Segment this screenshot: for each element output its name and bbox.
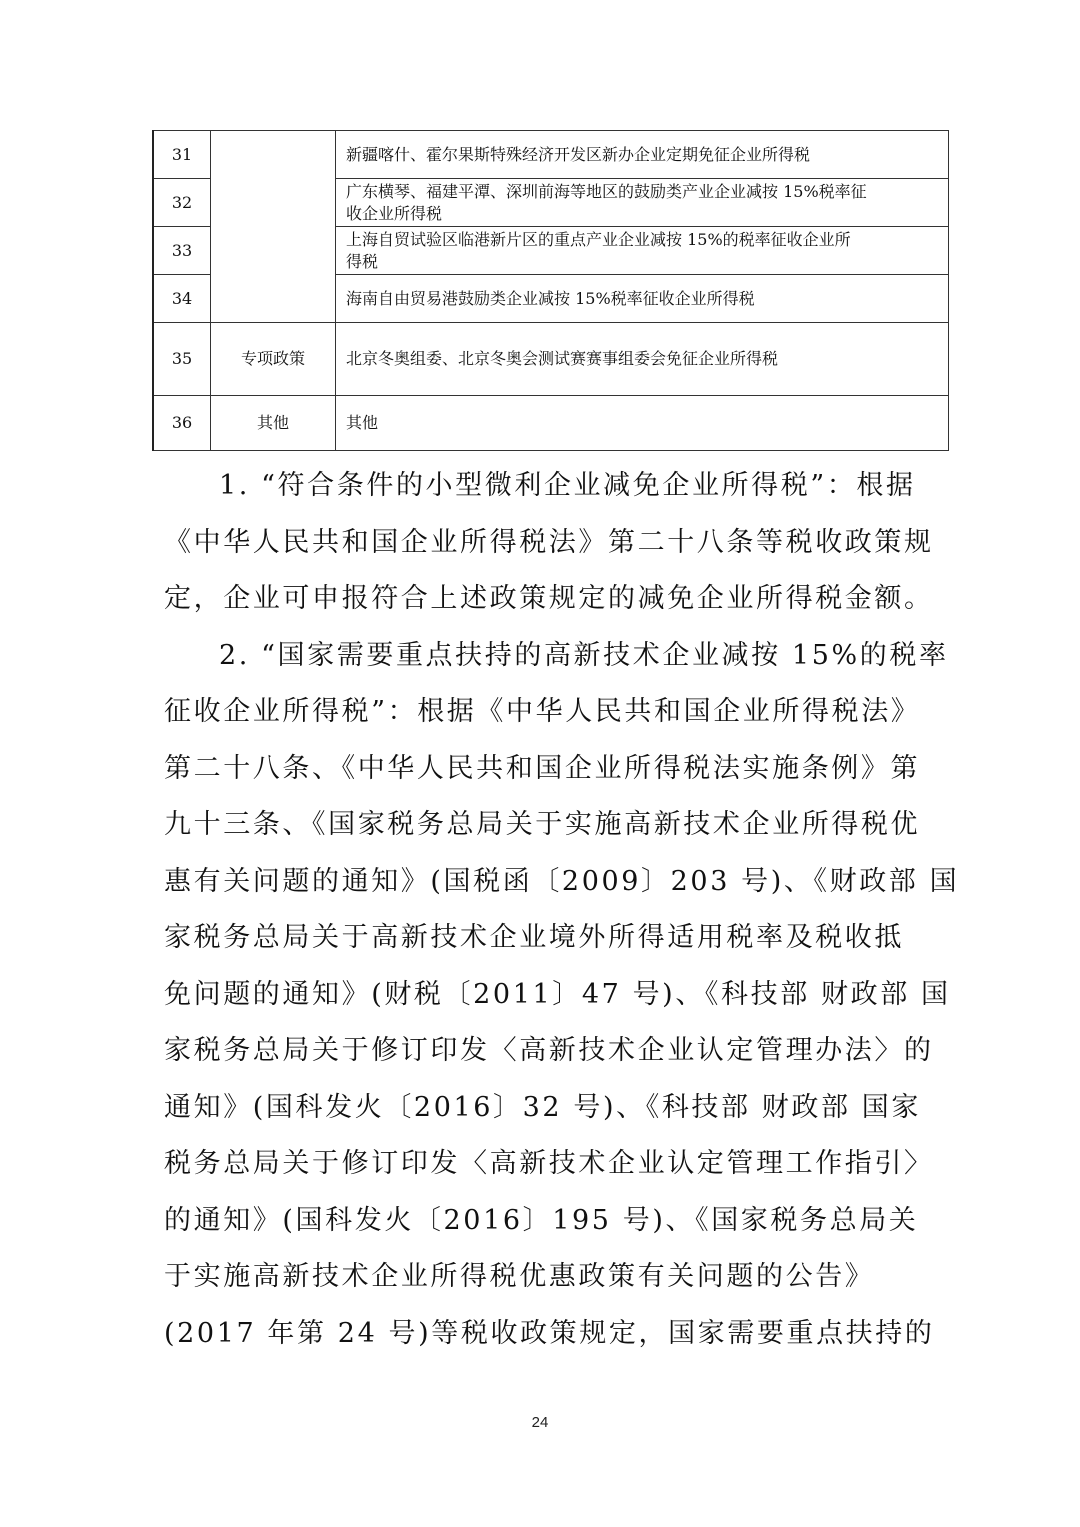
text-line: (2017 年第 24 号)等税收政策规定，国家需要重点扶持的 [164, 1317, 935, 1349]
text-line: 1. “符合条件的小型微利企业减免企业所得税”：根据 [219, 470, 916, 501]
text-line: 免问题的通知》(财税〔2011〕47 号)、《科技部 财政部 国 [164, 978, 951, 1010]
row-item [336, 179, 949, 227]
row-category: 专项政策 [211, 323, 336, 396]
text-line: 《中华人民共和国企业所得税法》第二十八条等税收政策规 [164, 526, 934, 558]
table-row [153, 131, 949, 179]
text-line: 九十三条、《国家税务总局关于实施高新技术企业所得税优 [164, 809, 921, 840]
text-line: 惠有关问题的通知》(国税函〔2009〕203 号)、《财政部 国 [164, 865, 960, 897]
row-item-line: 上海自贸试验区临港新片区的重点产业企业减按 15%的税率征收企业所 [346, 229, 851, 249]
row-item-line: 广东横琴、福建平潭、深圳前海等地区的鼓励类产业企业减按 15%税率征 [346, 181, 867, 201]
row-number: 33 [153, 227, 211, 275]
row-category: 其他 [211, 396, 336, 451]
text-line: 征收企业所得税”：根据《中华人民共和国企业所得税法》 [164, 696, 921, 727]
page-number: 24 [531, 1414, 549, 1431]
row-number: 35 [153, 323, 211, 396]
row-number: 32 [153, 179, 211, 227]
row-number: 34 [153, 275, 211, 323]
text-line: 的通知》(国科发火〔2016〕195 号)、《国家税务总局关 [164, 1204, 919, 1236]
text-line: 第二十八条、《中华人民共和国企业所得税法实施条例》第 [164, 752, 921, 784]
body-text [164, 458, 960, 1362]
row-number: 36 [153, 396, 211, 451]
row-item: 北京冬奥组委、北京冬奥会测试赛赛事组委会免征企业所得税 [336, 323, 949, 396]
row-item-line: 收企业所得税 [346, 203, 443, 223]
table-row [153, 396, 949, 451]
policy-table [152, 130, 949, 451]
row-category [211, 131, 336, 323]
row-number: 31 [153, 131, 211, 179]
row-item: 海南自由贸易港鼓励类企业减按 15%税率征收企业所得税 [336, 275, 949, 323]
text-line: 于实施高新技术企业所得税优惠政策有关问题的公告》 [164, 1261, 875, 1292]
row-item: 其他 [336, 396, 949, 451]
text-line: 税务总局关于修订印发〈高新技术企业认定管理工作指引〉 [164, 1148, 934, 1179]
row-item-line: 得税 [346, 251, 379, 271]
text-line: 2. “国家需要重点扶持的高新技术企业减按 15%的税率 [219, 639, 949, 671]
text-line: 定，企业可申报符合上述政策规定的减免企业所得税金额。 [164, 583, 934, 614]
text-line: 家税务总局关于修订印发〈高新技术企业认定管理办法〉的 [164, 1035, 934, 1066]
row-item [336, 227, 949, 275]
text-line: 通知》(国科发火〔2016〕32 号)、《科技部 财政部 国家 [164, 1091, 921, 1123]
row-item: 新疆喀什、霍尔果斯特殊经济开发区新办企业定期免征企业所得税 [336, 131, 949, 179]
text-line: 家税务总局关于高新技术企业境外所得适用税率及税收抵 [164, 922, 904, 953]
table-row [153, 323, 949, 396]
